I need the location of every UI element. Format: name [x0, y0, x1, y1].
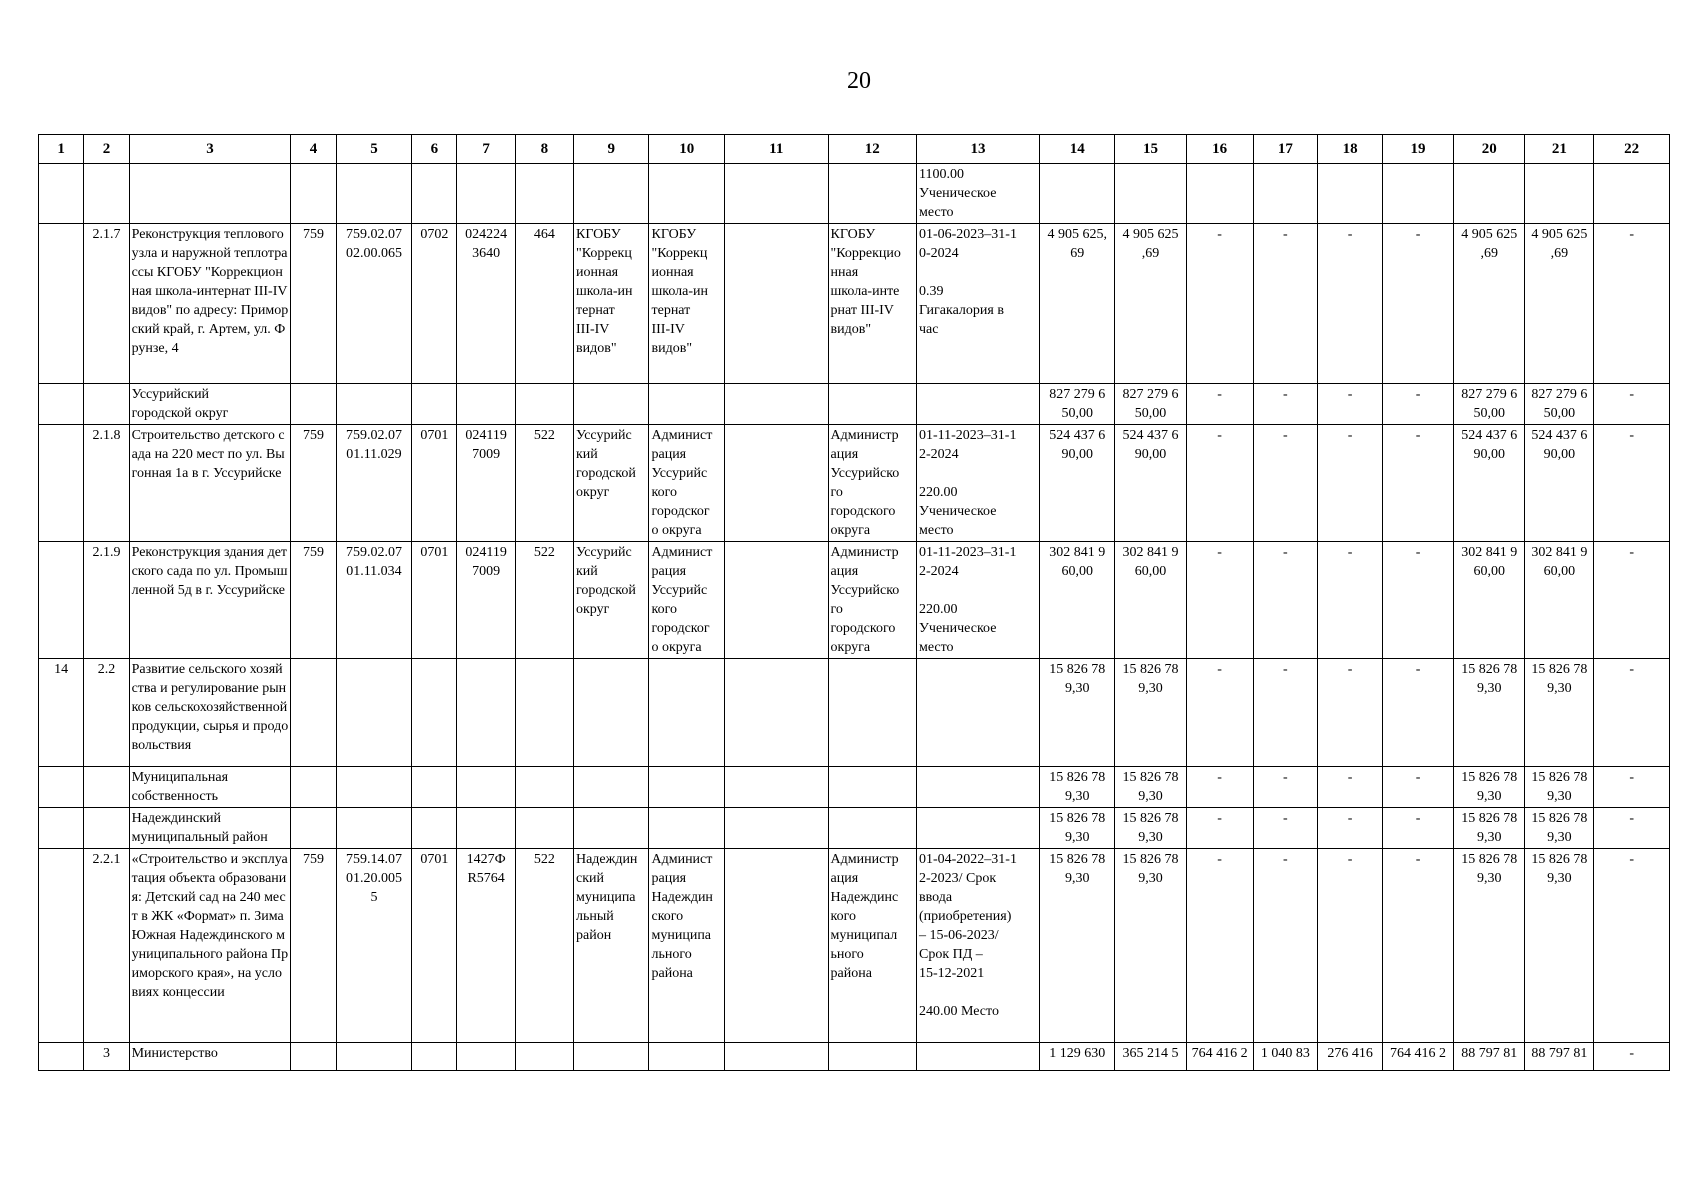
column-header: 22	[1594, 135, 1670, 164]
column-header: 20	[1454, 135, 1525, 164]
table-cell: 759.02.07 01.11.029	[336, 425, 412, 542]
table-cell	[1382, 164, 1453, 224]
table-cell: -	[1594, 542, 1670, 659]
table-cell	[412, 1043, 457, 1071]
table-cell: -	[1318, 425, 1383, 542]
table-cell	[412, 659, 457, 767]
table-cell	[336, 384, 412, 425]
table-cell	[1525, 164, 1594, 224]
table-cell	[291, 659, 336, 767]
table-cell: -	[1594, 384, 1670, 425]
table-cell	[457, 808, 515, 849]
column-header: 21	[1525, 135, 1594, 164]
table-cell: 524 437 6 90,00	[1525, 425, 1594, 542]
table-cell	[39, 542, 84, 659]
table-cell	[39, 1043, 84, 1071]
column-header: 9	[573, 135, 649, 164]
table-cell: -	[1253, 224, 1318, 384]
column-header: 13	[916, 135, 1039, 164]
table-cell	[457, 767, 515, 808]
table-cell	[84, 164, 129, 224]
table-cell: 759	[291, 849, 336, 1043]
table-cell	[828, 659, 916, 767]
table-cell: -	[1594, 425, 1670, 542]
table-cell	[457, 659, 515, 767]
table-cell	[1039, 164, 1115, 224]
table-cell	[457, 164, 515, 224]
table-cell: 15 826 78 9,30	[1454, 767, 1525, 808]
table-cell	[724, 425, 828, 542]
table-cell	[1186, 164, 1253, 224]
column-header: 15	[1115, 135, 1186, 164]
table-cell: -	[1253, 767, 1318, 808]
table-cell: 2.2	[84, 659, 129, 767]
table-cell: 524 437 6 90,00	[1039, 425, 1115, 542]
table-cell: 2.1.7	[84, 224, 129, 384]
table-cell: 4 905 625 ,69	[1454, 224, 1525, 384]
table-cell	[84, 384, 129, 425]
table-cell: -	[1186, 767, 1253, 808]
column-header: 4	[291, 135, 336, 164]
table-cell	[828, 767, 916, 808]
table-cell	[916, 384, 1039, 425]
table-cell	[573, 767, 649, 808]
table-cell: 302 841 9 60,00	[1115, 542, 1186, 659]
table-cell	[724, 164, 828, 224]
table-cell	[291, 767, 336, 808]
table-cell: Администр ация Надеждинс кого муниципал ьного района	[828, 849, 916, 1043]
table-cell: -	[1186, 384, 1253, 425]
table-cell: 759	[291, 542, 336, 659]
table-cell: 464	[515, 224, 573, 384]
table-cell: 302 841 9 60,00	[1039, 542, 1115, 659]
table-cell: Министерство	[129, 1043, 291, 1071]
table-cell: -	[1253, 659, 1318, 767]
table-cell: -	[1186, 542, 1253, 659]
table-cell: 024224 3640	[457, 224, 515, 384]
table-cell	[573, 384, 649, 425]
table-cell: -	[1318, 808, 1383, 849]
column-header: 19	[1382, 135, 1453, 164]
table-cell	[39, 767, 84, 808]
table-row	[39, 542, 1670, 659]
table-cell	[291, 164, 336, 224]
table-cell	[724, 224, 828, 384]
table-cell: -	[1186, 849, 1253, 1043]
table-cell: -	[1382, 384, 1453, 425]
table-cell: 1100.00 Ученическое место	[916, 164, 1039, 224]
table-cell: -	[1186, 808, 1253, 849]
table-cell: -	[1253, 808, 1318, 849]
column-header: 2	[84, 135, 129, 164]
table-cell: 15 826 78 9,30	[1039, 659, 1115, 767]
table-cell: Уссурийский городской округ	[129, 384, 291, 425]
table-row	[39, 384, 1670, 425]
column-header: 10	[649, 135, 725, 164]
table-cell: 14	[39, 659, 84, 767]
table-cell: 302 841 9 60,00	[1525, 542, 1594, 659]
table-cell: 0701	[412, 542, 457, 659]
table-cell	[39, 224, 84, 384]
table-cell: -	[1253, 384, 1318, 425]
column-header: 5	[336, 135, 412, 164]
table-cell: -	[1594, 808, 1670, 849]
table-cell	[649, 1043, 725, 1071]
table-cell: 764 416 2	[1382, 1043, 1453, 1071]
table-cell: 15 826 78 9,30	[1115, 849, 1186, 1043]
table-cell: 522	[515, 542, 573, 659]
table-cell: Реконструкция здания детского сада по ул. Промышленной 5д в г. Уссурийске	[129, 542, 291, 659]
table-cell	[724, 849, 828, 1043]
table-cell	[412, 164, 457, 224]
table-row	[39, 767, 1670, 808]
table-cell	[916, 659, 1039, 767]
table-cell: 276 416	[1318, 1043, 1383, 1071]
table-cell: Реконструкция теплового узла и наружной теплотрассы КГОБУ "Коррекционная школа-интернат III-IV видов" по адресу: Приморский край, г. Артем, ул. Фрунзе, 4	[129, 224, 291, 384]
table-cell: 15 826 78 9,30	[1039, 808, 1115, 849]
table-cell: Строительство детского сада на 220 мест по ул. Выгонная 1а в г. Уссурийске	[129, 425, 291, 542]
table-cell: 2.1.8	[84, 425, 129, 542]
table-cell: 0701	[412, 425, 457, 542]
table-cell: 0702	[412, 224, 457, 384]
table-cell: КГОБУ "Коррекц ионная школа-ин тернат III-IV видов"	[649, 224, 725, 384]
table-cell	[39, 384, 84, 425]
table-cell	[39, 849, 84, 1043]
table-cell: Админист рация Уссурийс кого городског о округа	[649, 425, 725, 542]
table-cell	[724, 542, 828, 659]
table-cell: 15 826 78 9,30	[1039, 849, 1115, 1043]
table-cell	[336, 808, 412, 849]
table-cell: 1 040 83	[1253, 1043, 1318, 1071]
table-cell	[573, 164, 649, 224]
table-cell: -	[1318, 224, 1383, 384]
table-cell: 01-04-2022–31-1 2-2023/ Срок ввода (приобретения) – 15-06-2023/ Срок ПД – 15-12-2021 240.00 Место	[916, 849, 1039, 1043]
table-cell: -	[1594, 1043, 1670, 1071]
table-cell: Админист рация Уссурийс кого городског о округа	[649, 542, 725, 659]
table-cell: 15 826 78 9,30	[1525, 767, 1594, 808]
budget-table	[38, 134, 1670, 1071]
table-cell: -	[1382, 808, 1453, 849]
table-cell: 2.2.1	[84, 849, 129, 1043]
column-header: 3	[129, 135, 291, 164]
table-cell: 01-11-2023–31-1 2-2024 220.00 Ученическое место	[916, 425, 1039, 542]
table-cell	[291, 384, 336, 425]
table-cell: 15 826 78 9,30	[1454, 849, 1525, 1043]
column-header: 6	[412, 135, 457, 164]
table-cell	[916, 808, 1039, 849]
table-cell: -	[1594, 849, 1670, 1043]
table-cell: -	[1382, 849, 1453, 1043]
table-cell: -	[1318, 659, 1383, 767]
table-cell	[39, 808, 84, 849]
table-cell: 15 826 78 9,30	[1115, 767, 1186, 808]
table-cell: 01-06-2023–31-1 0-2024 0.39 Гигакалория в час	[916, 224, 1039, 384]
table-cell	[573, 808, 649, 849]
table-cell	[649, 164, 725, 224]
column-header: 12	[828, 135, 916, 164]
table-cell: 759.14.07 01.20.005 5	[336, 849, 412, 1043]
table-cell: 88 797 81	[1525, 1043, 1594, 1071]
table-cell: 827 279 6 50,00	[1525, 384, 1594, 425]
table-cell	[412, 767, 457, 808]
table-row	[39, 224, 1670, 384]
table-cell	[457, 384, 515, 425]
table-cell: Администр ация Уссурийско го городского округа	[828, 542, 916, 659]
table-cell: 15 826 78 9,30	[1039, 767, 1115, 808]
table-cell: КГОБУ "Коррекц ионная школа-ин тернат III-IV видов"	[573, 224, 649, 384]
table-row	[39, 808, 1670, 849]
table-cell	[515, 767, 573, 808]
table-cell: 88 797 81	[1454, 1043, 1525, 1071]
column-header: 7	[457, 135, 515, 164]
table-cell	[515, 808, 573, 849]
table-cell	[649, 384, 725, 425]
table-cell	[515, 659, 573, 767]
table-cell: 15 826 78 9,30	[1454, 659, 1525, 767]
table-row	[39, 659, 1670, 767]
table-cell: Надеждин ский муниципа льный район	[573, 849, 649, 1043]
table-cell	[916, 767, 1039, 808]
table-cell	[724, 1043, 828, 1071]
column-header: 11	[724, 135, 828, 164]
table-cell: -	[1594, 659, 1670, 767]
table-cell: -	[1382, 224, 1453, 384]
table-cell	[828, 384, 916, 425]
table-cell: «Строительство и эксплуатация объекта образования: Детский сад на 240 мест в ЖК «Формат» п. Зима Южная Надеждинского муниципального района Приморского края», на условиях концессии	[129, 849, 291, 1043]
table-cell: -	[1318, 542, 1383, 659]
table-cell	[515, 1043, 573, 1071]
table-cell	[828, 1043, 916, 1071]
table-cell: 302 841 9 60,00	[1454, 542, 1525, 659]
table-cell	[649, 767, 725, 808]
table-cell: 1 129 630	[1039, 1043, 1115, 1071]
table-cell: -	[1318, 849, 1383, 1043]
table-cell: Муниципальная собственность	[129, 767, 291, 808]
table-cell	[649, 808, 725, 849]
table-cell	[291, 1043, 336, 1071]
table-cell: 524 437 6 90,00	[1454, 425, 1525, 542]
table-cell	[1454, 164, 1525, 224]
table-cell	[828, 808, 916, 849]
table-cell	[724, 808, 828, 849]
table-cell: -	[1382, 425, 1453, 542]
table-cell: КГОБУ "Коррекцио нная школа-инте рнат III-IV видов"	[828, 224, 916, 384]
table-cell	[1594, 164, 1670, 224]
table-cell	[412, 384, 457, 425]
table-cell: 15 826 78 9,30	[1525, 659, 1594, 767]
table-cell	[336, 659, 412, 767]
table-cell: 15 826 78 9,30	[1454, 808, 1525, 849]
table-cell	[457, 1043, 515, 1071]
table-cell: -	[1318, 767, 1383, 808]
table-cell: 024119 7009	[457, 542, 515, 659]
table-cell: 15 826 78 9,30	[1525, 849, 1594, 1043]
table-row	[39, 164, 1670, 224]
table-cell	[1253, 164, 1318, 224]
table-cell: 827 279 6 50,00	[1454, 384, 1525, 425]
table-cell: -	[1382, 767, 1453, 808]
table-cell	[39, 164, 84, 224]
table-cell: -	[1594, 224, 1670, 384]
column-header: 17	[1253, 135, 1318, 164]
table-cell: 827 279 6 50,00	[1039, 384, 1115, 425]
table-cell: 759.02.07 02.00.065	[336, 224, 412, 384]
table-cell: 759	[291, 224, 336, 384]
table-cell: 01-11-2023–31-1 2-2024 220.00 Ученическое место	[916, 542, 1039, 659]
table-cell	[1318, 164, 1383, 224]
table-cell	[724, 767, 828, 808]
table-cell: 4 905 625 ,69	[1115, 224, 1186, 384]
table-cell	[573, 1043, 649, 1071]
table-cell: 827 279 6 50,00	[1115, 384, 1186, 425]
table-cell	[828, 164, 916, 224]
table-row	[39, 1043, 1670, 1071]
table-cell: 0701	[412, 849, 457, 1043]
table-cell: Админист рация Надеждин ского муниципа льного района	[649, 849, 725, 1043]
column-header: 1	[39, 135, 84, 164]
table-cell: -	[1382, 659, 1453, 767]
table-cell	[84, 767, 129, 808]
table-cell: 522	[515, 849, 573, 1043]
table-cell	[724, 659, 828, 767]
table-cell: 15 826 78 9,30	[1115, 659, 1186, 767]
table-cell: 522	[515, 425, 573, 542]
table-cell: -	[1186, 659, 1253, 767]
table-cell: -	[1594, 767, 1670, 808]
table-cell	[336, 164, 412, 224]
table-cell: 365 214 5	[1115, 1043, 1186, 1071]
table-cell: -	[1253, 542, 1318, 659]
table-cell: 764 416 2	[1186, 1043, 1253, 1071]
table-cell: -	[1186, 224, 1253, 384]
table-cell: 1427Ф R5764	[457, 849, 515, 1043]
table-cell: Развитие сельского хозяйства и регулирование рынков сельскохозяйственной продукции, сырья и продовольствия	[129, 659, 291, 767]
table-cell: Администр ация Уссурийско го городского округа	[828, 425, 916, 542]
table-cell	[336, 1043, 412, 1071]
table-cell	[291, 808, 336, 849]
table-cell	[515, 164, 573, 224]
table-cell: -	[1253, 425, 1318, 542]
table-cell	[724, 384, 828, 425]
table-cell: 024119 7009	[457, 425, 515, 542]
table-cell: 759.02.07 01.11.034	[336, 542, 412, 659]
table-cell: -	[1318, 384, 1383, 425]
table-cell: -	[1382, 542, 1453, 659]
table-cell: Надеждинский муниципальный район	[129, 808, 291, 849]
table-cell: 759	[291, 425, 336, 542]
table-cell: 3	[84, 1043, 129, 1071]
table-cell: 4 905 625 ,69	[1525, 224, 1594, 384]
table-cell	[515, 384, 573, 425]
table-cell: Уссурийс кий городской округ	[573, 425, 649, 542]
table-cell	[39, 425, 84, 542]
column-header: 8	[515, 135, 573, 164]
table-cell	[84, 808, 129, 849]
table-cell: 15 826 78 9,30	[1115, 808, 1186, 849]
table-cell: -	[1253, 849, 1318, 1043]
table-cell	[573, 659, 649, 767]
table-cell	[649, 659, 725, 767]
column-header: 14	[1039, 135, 1115, 164]
column-header: 16	[1186, 135, 1253, 164]
table-row	[39, 849, 1670, 1043]
column-header: 18	[1318, 135, 1383, 164]
table-cell: 2.1.9	[84, 542, 129, 659]
table-cell: 524 437 6 90,00	[1115, 425, 1186, 542]
table-cell	[336, 767, 412, 808]
table-cell	[916, 1043, 1039, 1071]
table-cell: 4 905 625, 69	[1039, 224, 1115, 384]
page-number: 20	[847, 68, 871, 94]
table-cell: 15 826 78 9,30	[1525, 808, 1594, 849]
table-row	[39, 425, 1670, 542]
table-cell: Уссурийс кий городской округ	[573, 542, 649, 659]
table-cell	[1115, 164, 1186, 224]
table-header-row	[39, 135, 1670, 164]
table-cell: -	[1186, 425, 1253, 542]
table-cell	[412, 808, 457, 849]
table-cell	[129, 164, 291, 224]
